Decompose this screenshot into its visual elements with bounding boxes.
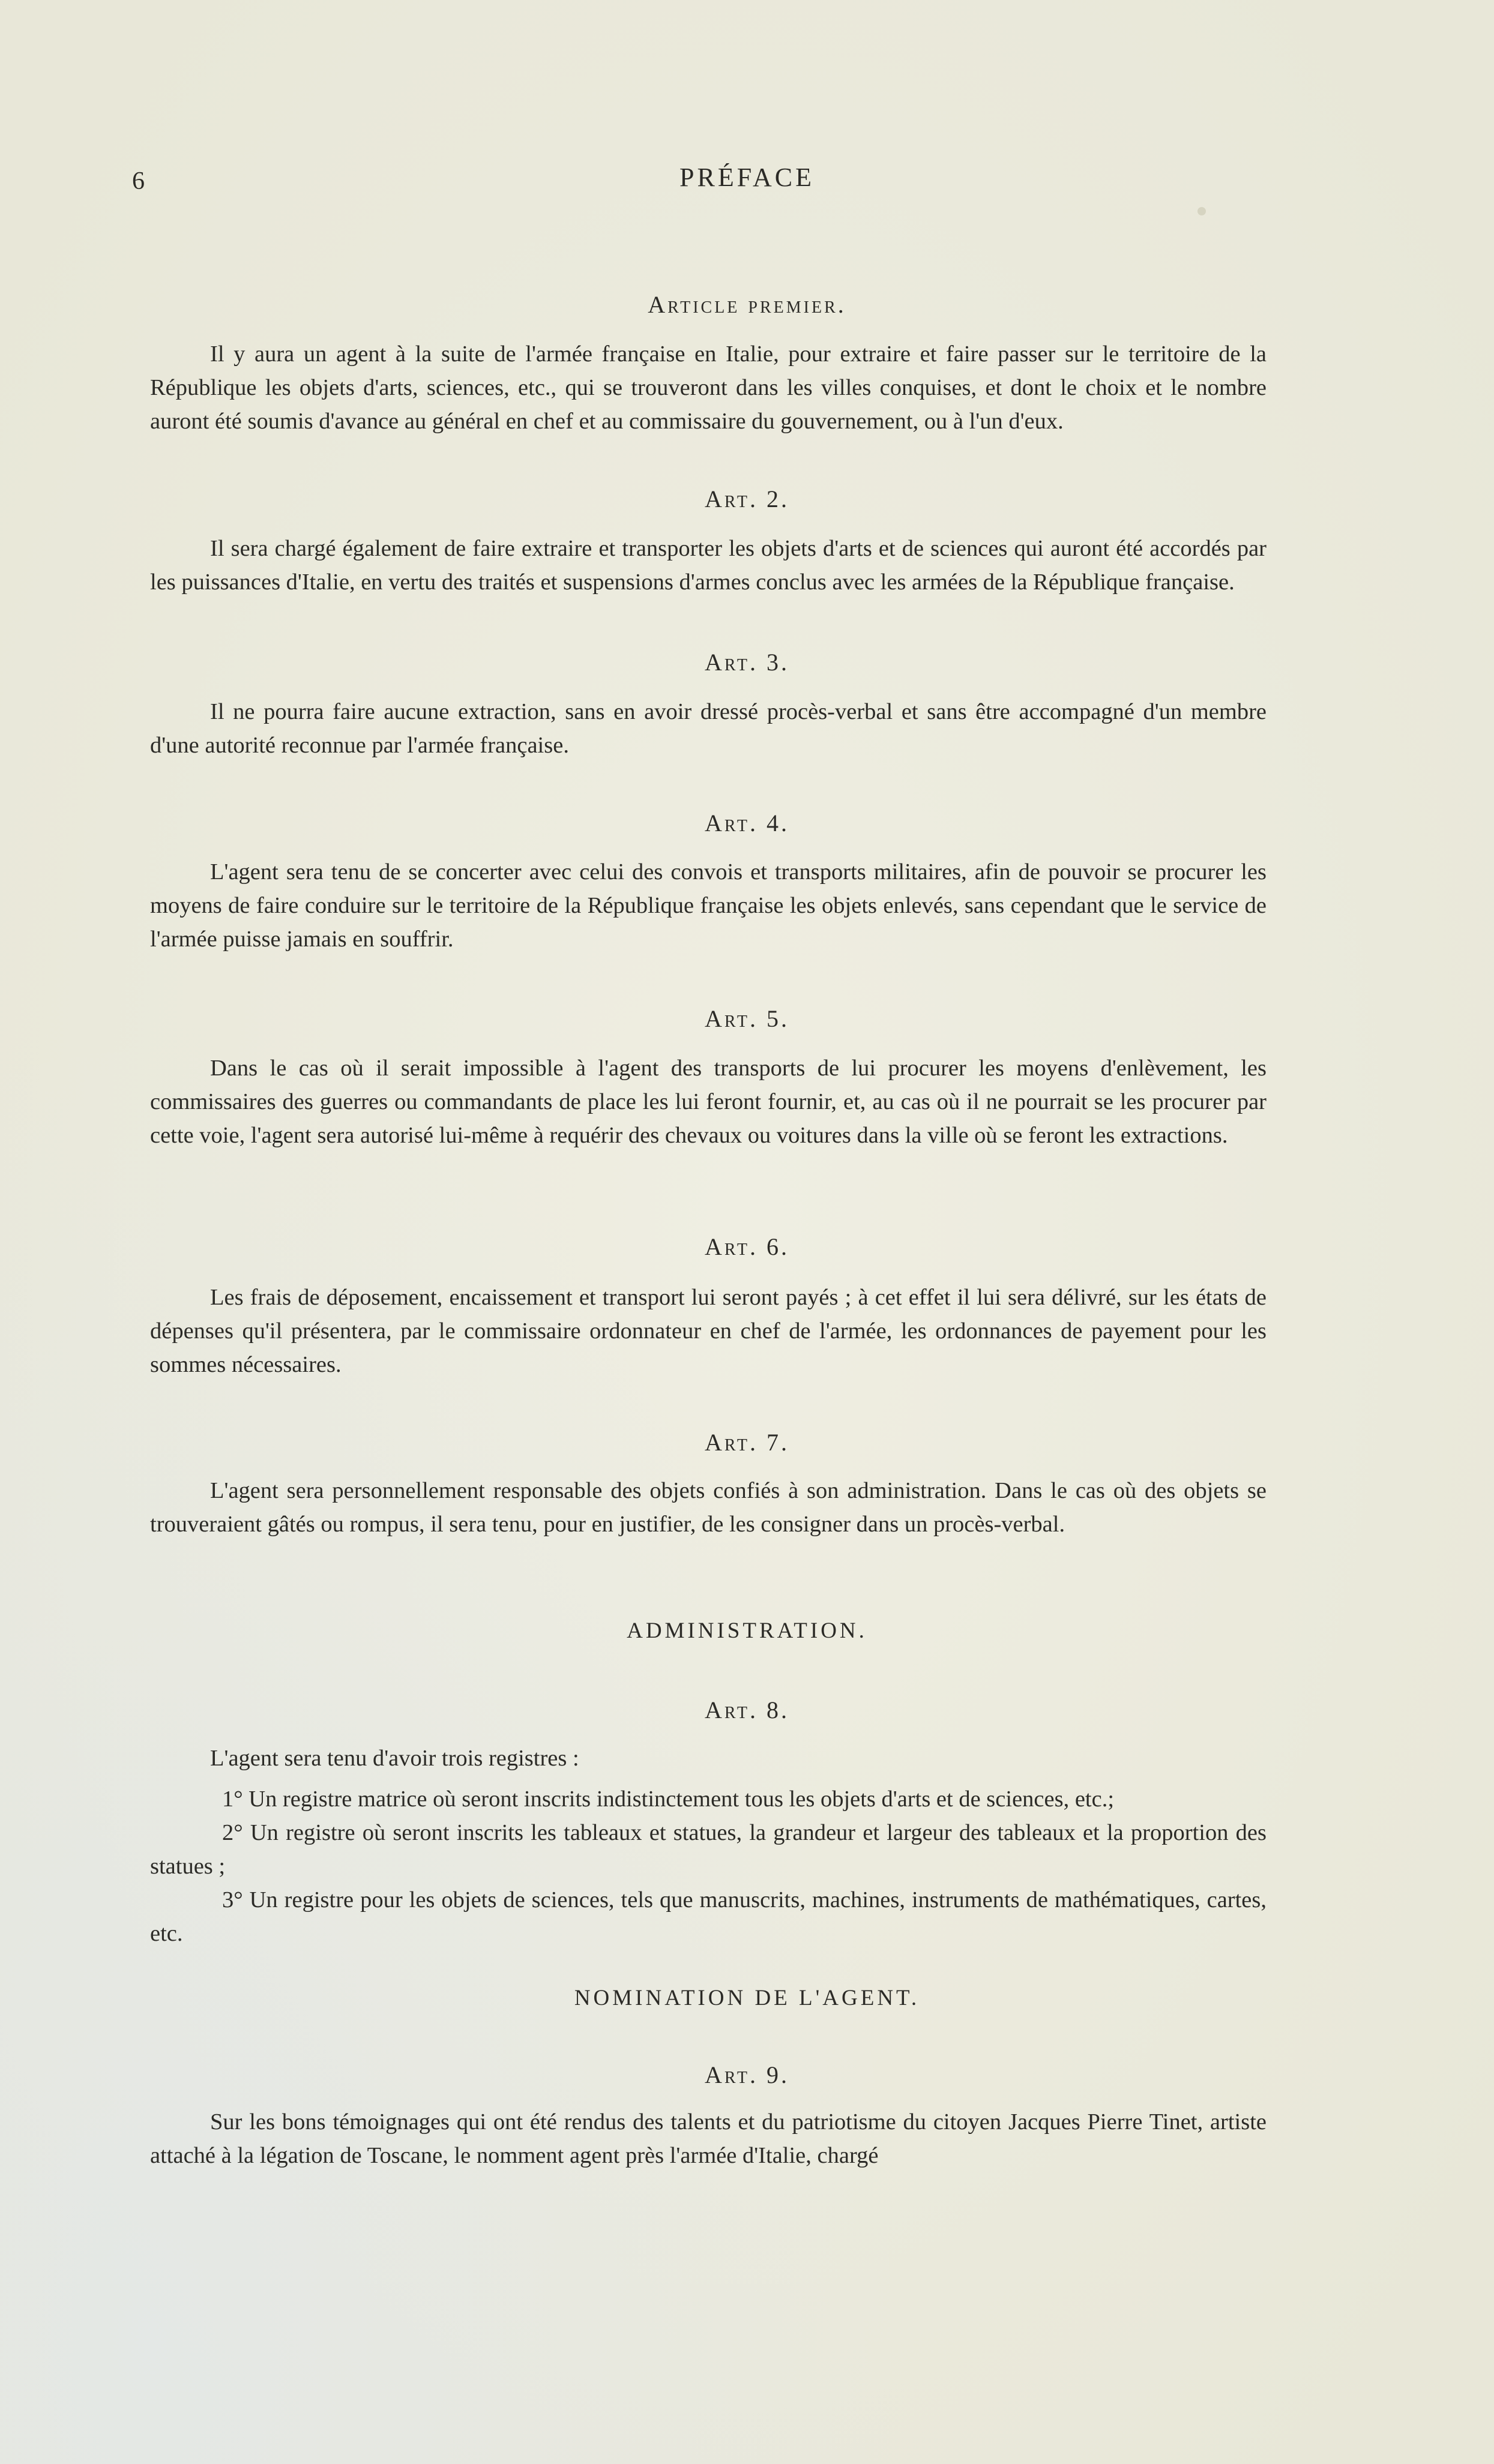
- running-head: PRÉFACE: [679, 163, 815, 192]
- article-7-paragraph: L'agent sera personnellement responsable des objets confiés à son administration. Dans le cas où des objets se trouveraient gâtés ou rompus, il sera tenu, pour en justifier, de les consigner dans un procès-verbal.: [150, 1478, 1267, 1537]
- article-2-heading: Art. 2.: [705, 485, 789, 512]
- article-8-heading: Art. 8.: [705, 1696, 789, 1723]
- section-administration-heading: ADMINISTRATION.: [627, 1618, 867, 1643]
- article-5-paragraph: Dans le cas où il serait impossible à l'agent des transports de lui procurer les moyens d'enlèvement, les commissaires des guerres ou commandants de place les lui feront fournir, et, au cas où il ne pourrait se les procurer par cette voie, l'agent sera autorisé lui-même à requérir des chevaux ou voitures dans la ville où se feront les extractions.: [150, 1056, 1267, 1148]
- article-5-heading: Art. 5.: [705, 1005, 789, 1032]
- article-8-item-3: 3° Un registre pour les objets de sciences, tels que manuscrits, machines, instruments de mathématiques, cartes, etc.: [150, 1887, 1267, 1946]
- section-nomination-heading: NOMINATION DE L'AGENT.: [574, 1986, 920, 2010]
- article-2-paragraph: Il sera chargé également de faire extraire et transporter les objets d'arts et de sciences qui auront été accordés par les puissances d'Italie, en vertu des traités et suspensions d'armes conclus avec les armées de la République française.: [150, 536, 1267, 595]
- article-1-body: [150, 337, 1267, 438]
- article-7-body: [150, 1474, 1267, 1541]
- article-4-paragraph: L'agent sera tenu de se concerter avec celui des convois et transports militaires, afin de pouvoir se procurer les moyens de faire conduire sur le territoire de la République française les objets enlevés, sans cependant que le service de l'armée puisse jamais en souffrir.: [150, 859, 1267, 952]
- article-8-item-1: 1° Un registre matrice où seront inscrits indistinctement tous les objets d'arts et de sciences, etc.;: [222, 1786, 1115, 1812]
- article-8-intro: L'agent sera tenu d'avoir trois registres :: [210, 1746, 579, 1771]
- article-4-body: [150, 855, 1267, 956]
- article-8-body: [150, 1741, 1267, 1950]
- article-7-heading: Art. 7.: [705, 1429, 789, 1456]
- article-2-body: [150, 532, 1267, 599]
- article-4-heading: Art. 4.: [705, 810, 789, 837]
- article-6-heading: Art. 6.: [705, 1233, 789, 1260]
- article-3-paragraph: Il ne pourra faire aucune extraction, sans en avoir dressé procès-verbal et sans être accompagné d'un membre d'une autorité reconnue par l'armée française.: [150, 699, 1267, 758]
- article-5-body: [150, 1051, 1267, 1152]
- article-1-heading: Article premier.: [648, 291, 846, 318]
- article-9-body: [150, 2105, 1267, 2172]
- article-9-heading: Art. 9.: [705, 2061, 789, 2088]
- article-3-body: [150, 695, 1267, 762]
- article-9-paragraph: Sur les bons témoignages qui ont été rendus des talents et du patriotisme du citoyen Jacques Pierre Tinet, artiste attaché à la légation de Toscane, le nomment agent près l'armée d'Italie, chargé: [150, 2109, 1267, 2168]
- article-6-paragraph: Les frais de déposement, encaissement et transport lui seront payés ; à cet effet il lui sera délivré, sur les états de dépenses qu'il présentera, par le commissaire ordonnateur en chef de l'armée, les ordonnances de payement pour les sommes nécessaires.: [150, 1285, 1267, 1377]
- article-6-body: [150, 1281, 1267, 1381]
- article-8-item-2: 2° Un registre où seront inscrits les tableaux et statues, la grandeur et largeur des tableaux et la proportion des statues ;: [150, 1820, 1267, 1879]
- page-number: 6: [132, 167, 145, 195]
- article-3-heading: Art. 3.: [705, 649, 789, 676]
- paper-speck: [1197, 207, 1206, 215]
- article-1-paragraph: Il y aura un agent à la suite de l'armée française en Italie, pour extraire et faire passer sur le territoire de la République les objets d'arts, sciences, etc., qui se trouveront dans les villes conquises, et dont le choix et le nombre auront été soumis d'avance au général en chef et au commissaire du gouvernement, ou à l'un d'eux.: [150, 341, 1267, 434]
